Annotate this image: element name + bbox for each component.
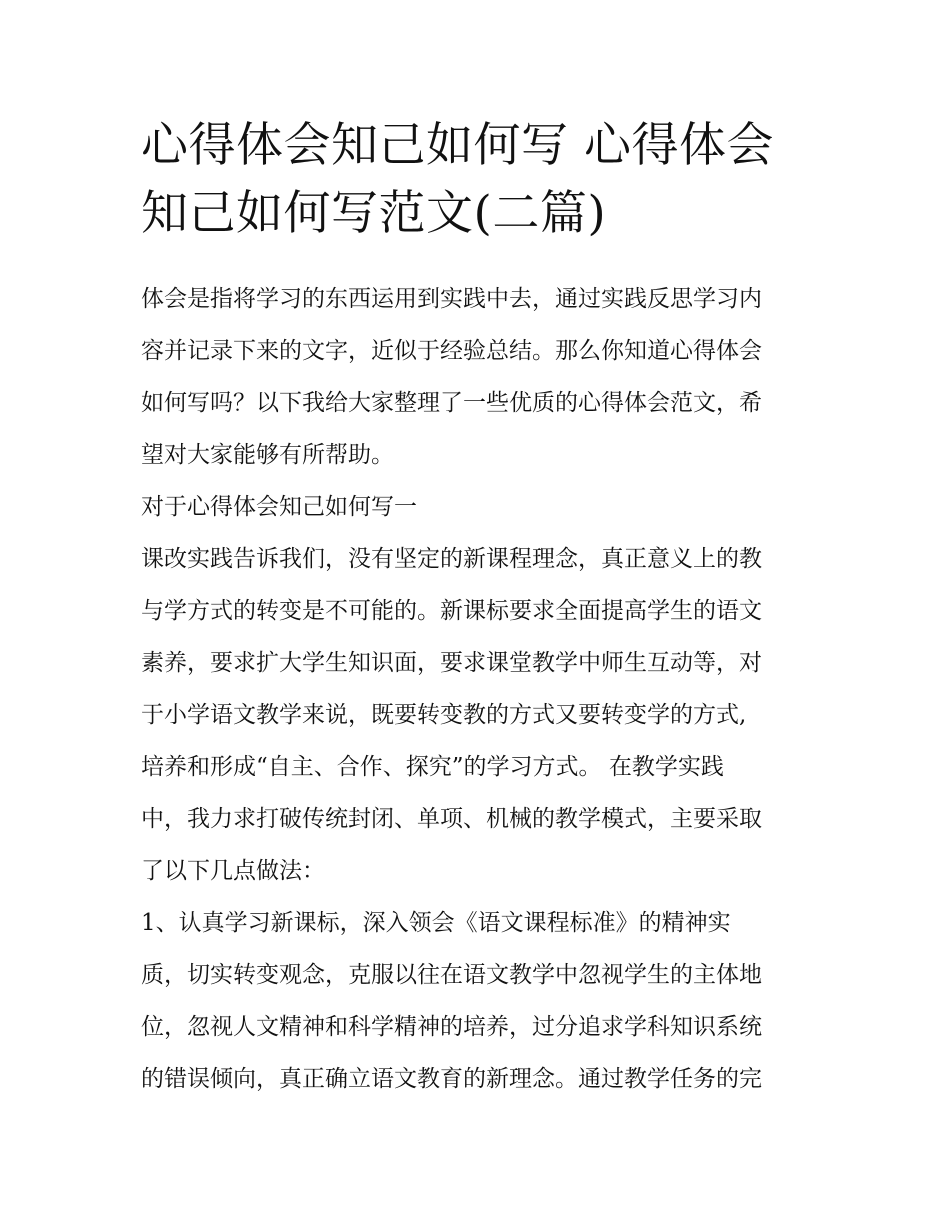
text-line: 体会是指将学习的东西运用到实践中去，通过实践反思学习内 <box>141 286 762 312</box>
text-line: 与学方式的转变是不可能的。新课标要求全面提高学生的语文 <box>141 598 762 624</box>
text-line: 于小学语文教学来说，既要转变教的方式又要转变学的方式, <box>141 702 747 728</box>
section-heading: 对于心得体会知己如何写一 <box>141 494 417 520</box>
text-line: 培养和形成“自主、合作、探究”的学习方式。 在教学实践 <box>141 754 724 780</box>
text-line: 课改实践告诉我们，没有坚定的新课程理念，真正意义上的教 <box>141 546 762 572</box>
numbered-point-paragraph <box>141 897 813 1105</box>
text-line: 质，切实转变观念，克服以往在语文教学中忽视学生的主体地 <box>141 962 762 988</box>
title-line: 知己如何写范文(二篇) <box>141 186 607 241</box>
text-line: 素养，要求扩大学生知识面，要求课堂教学中师生互动等，对 <box>141 650 762 676</box>
body-paragraph <box>141 533 813 897</box>
text-line: 了以下几点做法： <box>141 858 325 884</box>
text-line: 中，我力求打破传统封闭、单项、机械的教学模式，主要采取 <box>141 806 762 832</box>
text-line: 1、认真学习新课标，深入领会《语文课程标准》的精神实 <box>141 910 731 936</box>
title-line: 心得体会知己如何写 心得体会 <box>141 118 774 173</box>
text-line: 的错误倾向，真正确立语文教育的新理念。通过教学任务的完 <box>141 1066 762 1092</box>
text-line: 位，忽视人文精神和科学精神的培养，过分追求学科知识系统 <box>141 1014 762 1040</box>
text-line: 望对大家能够有所帮助。 <box>141 442 394 468</box>
document-title <box>141 112 813 248</box>
text-line: 容并记录下来的文字，近似于经验总结。那么你知道心得体会 <box>141 338 762 364</box>
intro-paragraph <box>141 273 813 481</box>
text-line: 如何写吗？以下我给大家整理了一些优质的心得体会范文，希 <box>141 390 762 416</box>
document-body <box>141 112 813 1105</box>
